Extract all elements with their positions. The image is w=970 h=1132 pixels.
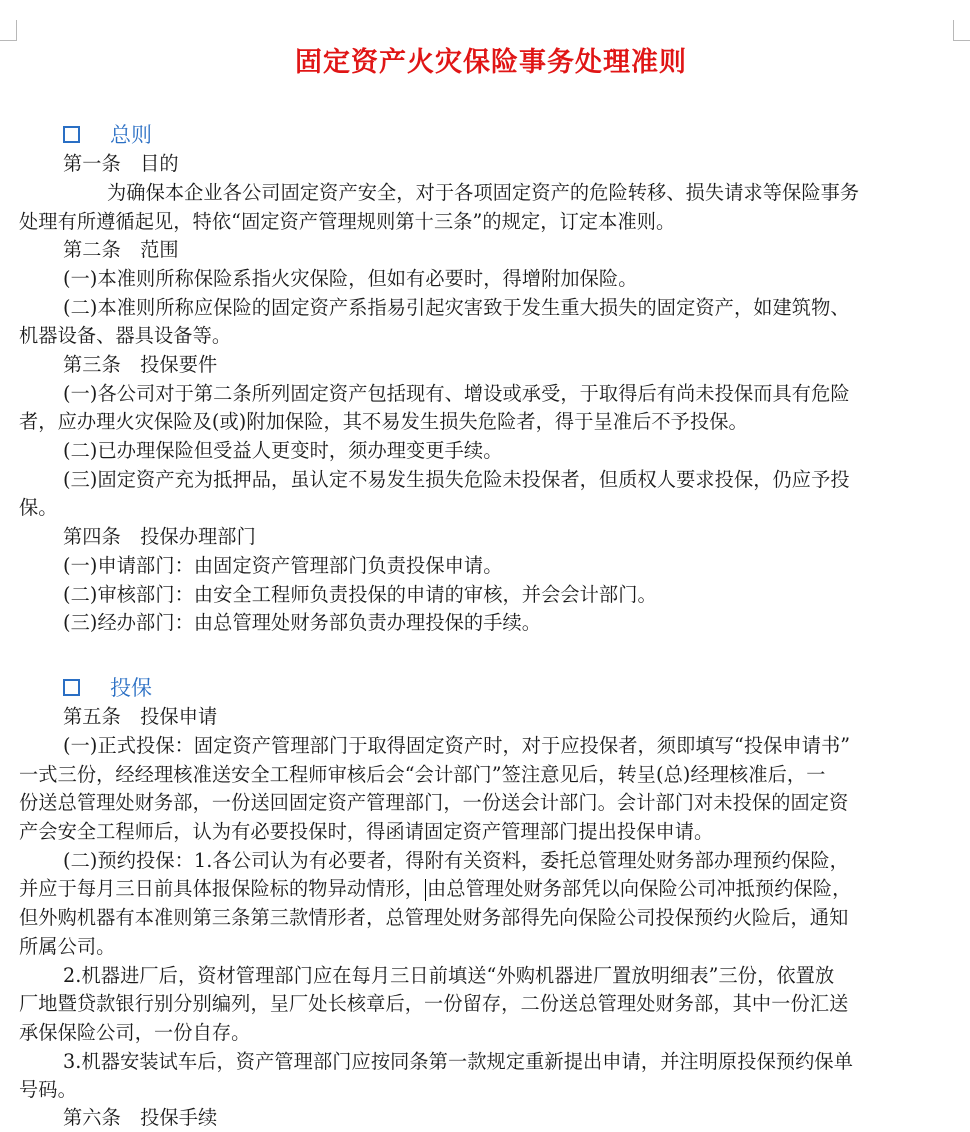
text-cursor [425, 879, 426, 901]
crop-mark-right [953, 20, 970, 41]
paragraph-line: 厂地暨贷款银行别分别编列，呈厂处长核章后，一份留存，二份送总管理处财务部，其中一份汇送 [19, 992, 849, 1015]
text-segment: 由总管理处财务部凭以向保险公司冲抵预约保险， [427, 877, 852, 900]
paragraph-line: 机器设备、器具设备等。 [19, 324, 232, 347]
crop-mark-left [0, 20, 17, 41]
paragraph-line: 产会安全工程师后，认为有必要投保时，得函请固定资产管理部门提出投保申请。 [19, 820, 714, 843]
paragraph-line: (三)经办部门：由总管理处财务部负责办理投保的手续。 [63, 611, 542, 634]
paragraph-line [19, 875, 963, 903]
paragraph-line: (一)本准则所称保险系指火灾保险，但如有必要时，得增附加保险。 [63, 267, 638, 290]
document-title: 固定资产火灾保险事务处理准则 [295, 47, 687, 78]
paragraph-line: 者，应办理火灾保险及(或)附加保险，其不易发生损失危险者，得于呈准后不予投保。 [19, 410, 748, 433]
paragraph-line: 号码。 [19, 1078, 77, 1101]
paragraph-line: 为确保本企业各公司固定资产安全，对于各项固定资产的危险转移、损失请求等保险事务 [107, 181, 860, 204]
paragraph-line: (二)审核部门：由安全工程师负责投保的申请的审核，并会会计部门。 [63, 583, 657, 606]
checkbox-icon [63, 126, 80, 143]
article-title: 第四条 投保办理部门 [63, 525, 256, 548]
paragraph-line: 所属公司。 [19, 935, 116, 958]
section-heading-insurance [63, 673, 152, 701]
text-segment: 并应于每月三日前具体报保险标的物异动情形， [19, 877, 425, 900]
paragraph-line: 承保保险公司，一份自存。 [19, 1021, 251, 1044]
article-title: 第三条 投保要件 [63, 353, 218, 376]
paragraph-line: 但外购机器有本准则第三条第三款情形者，总管理处财务部得先向保险公司投保预约火险后，通知 [19, 906, 849, 929]
paragraph-line: 保。 [19, 496, 58, 519]
paragraph-line: 一式三份，经经理核准送安全工程师审核后会“会计部门”签注意见后，转呈(总)经理核准后，一 [19, 763, 826, 786]
paragraph-line: 2.机器进厂后，资材管理部门应在每月三日前填送“外购机器进厂置放明细表”三份，依置放 [63, 964, 835, 987]
paragraph-line: (一)正式投保：固定资产管理部门于取得固定资产时，对于应投保者，须即填写“投保申请书” [63, 734, 851, 757]
section-heading-label: 投保 [110, 676, 152, 700]
section-heading-general [63, 120, 152, 148]
checkbox-icon [63, 679, 80, 696]
article-title: 第六条 投保手续 [63, 1106, 218, 1129]
article-title: 第二条 范围 [63, 238, 179, 261]
paragraph-line: (三)固定资产充为抵押品，虽认定不易发生损失危险未投保者，但质权人要求投保，仍应予投 [63, 468, 850, 491]
paragraph-line: (二)本准则所称应保险的固定资产系指易引起灾害致于发生重大损失的固定资产，如建筑物、 [63, 296, 850, 319]
paragraph-line: (二)预约投保：1.各公司认为有必要者，得附有关资料，委托总管理处财务部办理预约保险， [63, 849, 849, 872]
article-title: 第一条 目的 [63, 152, 179, 175]
section-heading-label: 总则 [110, 123, 152, 147]
paragraph-line: (一)申请部门：由固定资产管理部门负责投保申请。 [63, 554, 503, 577]
paragraph-line: (一)各公司对于第二条所列固定资产包括现有、增设或承受，于取得后有尚未投保而具有危险 [63, 382, 850, 405]
article-title: 第五条 投保申请 [63, 705, 218, 728]
paragraph-line: 3.机器安装试车后，资产管理部门应按同条第一款规定重新提出申请，并注明原投保预约保单 [63, 1050, 854, 1073]
paragraph-line: (二)已办理保险但受益人更变时，须办理变更手续。 [63, 439, 503, 462]
paragraph-line: 处理有所遵循起见，特依“固定资产管理规则第十三条”的规定，订定本准则。 [19, 210, 676, 233]
paragraph-line: 份送总管理处财务部，一份送回固定资产管理部门，一份送会计部门。会计部门对未投保的固定资 [19, 791, 849, 814]
